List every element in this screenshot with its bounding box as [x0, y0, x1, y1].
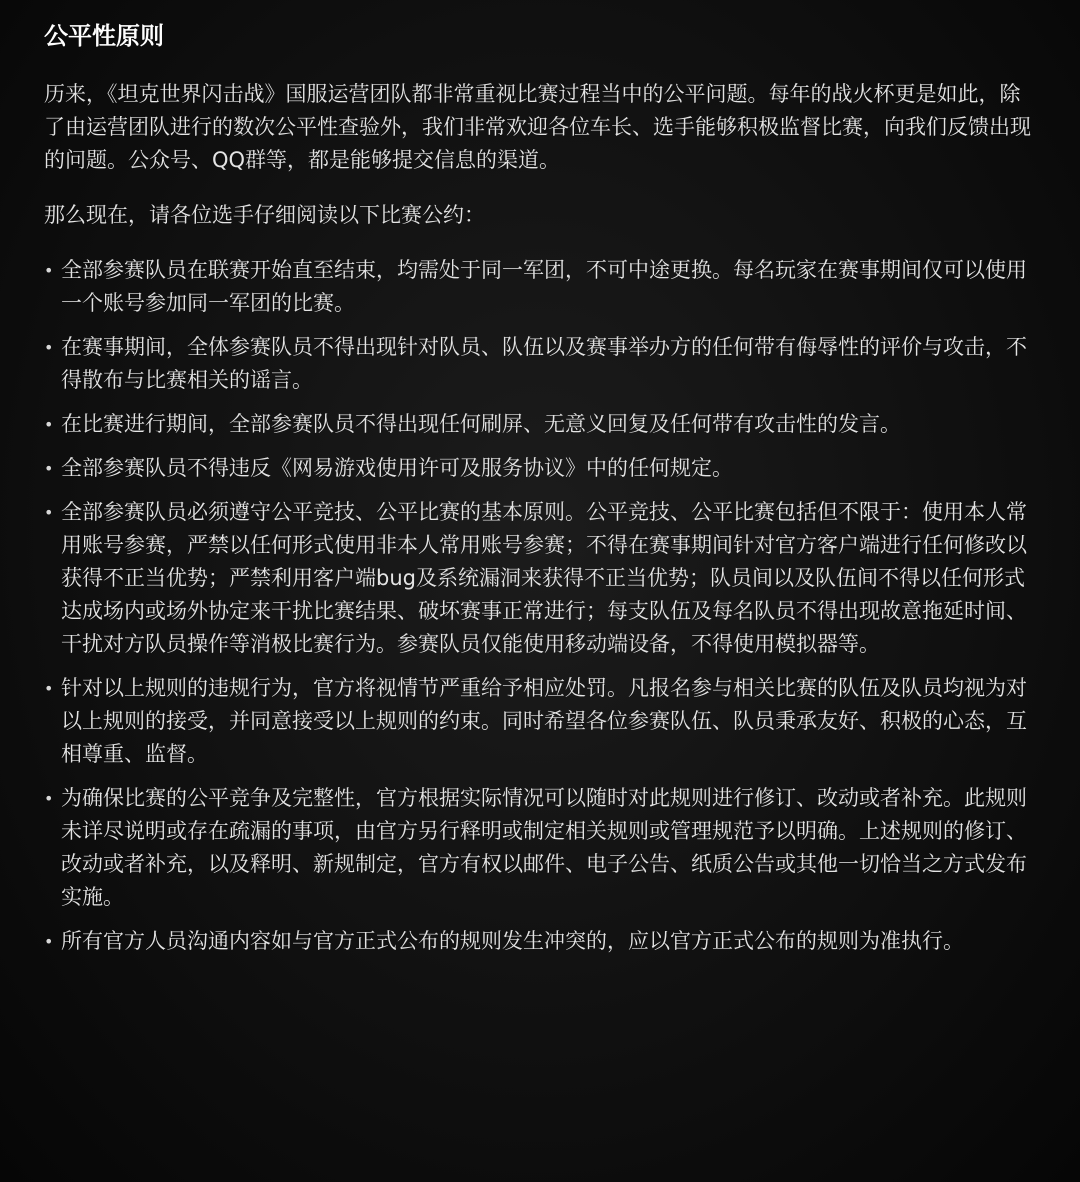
- rule-item: [44, 331, 1034, 397]
- bullet-icon: •: [44, 261, 54, 280]
- bullet-icon: •: [44, 679, 54, 698]
- rule-text: 全部参赛队员必须遵守公平竞技、公平比赛的基本原则。公平竞技、公平比赛包括但不限于：使用本人常用账号参赛，严禁以任何形式使用非本人常用账号参赛；不得在赛事期间针对官方客户端进行任何修改以获得不正当优势；严禁利用客户端bug及系统漏洞来获得不正当优势；队员间以及队伍间不得以任何形式达成场内或场外协定来干扰比赛结果、破坏赛事正常进行；每支队伍及每名队员不得出现故意拖延时间、干扰对方队员操作等消极比赛行为。参赛队员仅能使用移动端设备，不得使用模拟器等。: [61, 500, 1027, 656]
- rule-text: 在比赛进行期间，全部参赛队员不得出现任何刷屏、无意义回复及任何带有攻击性的发言。: [61, 412, 901, 436]
- rule-item: [44, 672, 1034, 771]
- rule-text: 全部参赛队员不得违反《网易游戏使用许可及服务协议》中的任何规定。: [61, 456, 733, 480]
- rule-item: [44, 782, 1034, 914]
- rule-item: [44, 254, 1034, 320]
- rule-text: 在赛事期间，全体参赛队员不得出现针对队员、队伍以及赛事举办方的任何带有侮辱性的评价与攻击，不得散布与比赛相关的谣言。: [61, 335, 1027, 392]
- bullet-icon: •: [44, 503, 54, 522]
- rule-item: [44, 925, 1034, 958]
- rules-list: [44, 254, 1034, 958]
- rule-text: 针对以上规则的违规行为，官方将视情节严重给予相应处罚。凡报名参与相关比赛的队伍及队员均视为对以上规则的接受，并同意接受以上规则的约束。同时希望各位参赛队伍、队员秉承友好、积极的心态，互相尊重、监督。: [61, 676, 1027, 766]
- bullet-icon: •: [44, 789, 54, 808]
- bullet-icon: •: [44, 338, 54, 357]
- bullet-icon: •: [44, 459, 54, 478]
- rule-item: [44, 452, 1034, 485]
- intro-paragraph: 历来，《坦克世界闪击战》国服运营团队都非常重视比赛过程当中的公平问题。每年的战火杯更是如此，除了由运营团队进行的数次公平性查验外，我们非常欢迎各位车长、选手能够积极监督比赛，向我们反馈出现的问题。公众号、QQ群等，都是能够提交信息的渠道。: [44, 82, 1031, 172]
- bullet-icon: •: [44, 415, 54, 434]
- section-title: 公平性原则: [44, 22, 164, 50]
- rule-text: 为确保比赛的公平竞争及完整性，官方根据实际情况可以随时对此规则进行修订、改动或者补充。此规则未详尽说明或存在疏漏的事项，由官方另行释明或制定相关规则或管理规范予以明确。上述规则的修订、改动或者补充，以及释明、新规制定，官方有权以邮件、电子公告、纸质公告或其他一切恰当之方式发布实施。: [61, 786, 1027, 909]
- rule-text: 全部参赛队员在联赛开始直至结束，均需处于同一军团，不可中途更换。每名玩家在赛事期间仅可以使用一个账号参加同一军团的比赛。: [61, 258, 1027, 315]
- rule-item: [44, 496, 1034, 661]
- lead-paragraph: 那么现在，请各位选手仔细阅读以下比赛公约：: [44, 203, 485, 227]
- bullet-icon: •: [44, 932, 54, 951]
- rule-text: 所有官方人员沟通内容如与官方正式公布的规则发生冲突的，应以官方正式公布的规则为准执行。: [61, 929, 964, 953]
- rule-item: [44, 408, 1034, 441]
